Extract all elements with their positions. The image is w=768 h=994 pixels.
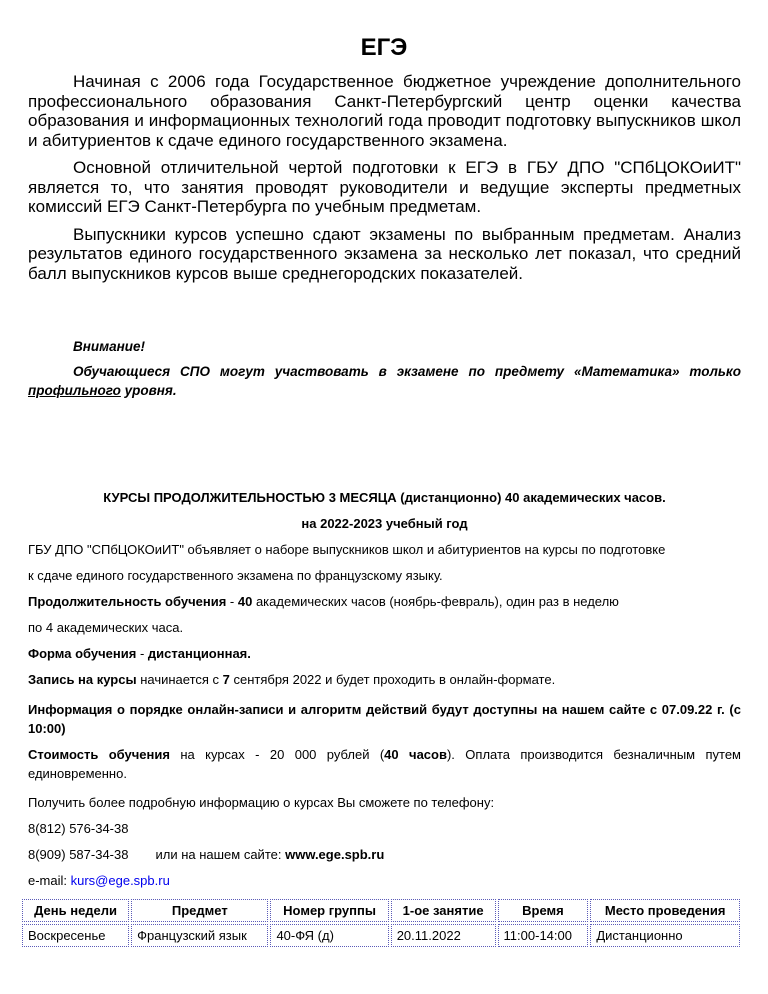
column-header: 1-ое занятие [391, 899, 496, 922]
courses-heading: КУРСЫ ПРОДОЛЖИТЕЛЬНОСТЬЮ 3 МЕСЯЦА (дистанционно) 40 академических часов. [103, 490, 666, 505]
table-header-row [22, 899, 740, 922]
attention-text: Обучающиеся СПО могут участвовать в экзамене по предмету «Математика» только профильного уровня. [28, 364, 741, 398]
email-link[interactable]: kurs@ege.spb.ru [70, 873, 170, 888]
duration-line: Продолжительность обучения - 40 академических часов (ноябрь-февраль), один раз в неделю [28, 594, 619, 609]
schedule-table [20, 897, 742, 949]
column-header: Место проведения [590, 899, 740, 922]
phone-number: 8(812) 576-34-38 [28, 821, 129, 836]
site-link[interactable]: www.ege.spb.ru [285, 847, 385, 862]
attention-note [28, 337, 741, 406]
table-cell: Французский язык [131, 924, 268, 947]
table-cell: 11:00-14:00 [498, 924, 589, 947]
table-cell: 20.11.2022 [391, 924, 496, 947]
intro-paragraph: Основной отличительной чертой подготовки к ЕГЭ в ГБУ ДПО "СПбЦОКОиИТ" является то, что занятия проводят руководители и ведущие эксперты предметных комиссий ЕГЭ Санкт-Петербурга по учебным предметам. [28, 158, 741, 216]
intro-section [28, 72, 741, 291]
phone-number: 8(909) 587-34-38 [28, 847, 129, 862]
academic-year: на 2022-2023 учебный год [301, 516, 468, 531]
page-title: ЕГЭ [360, 34, 408, 61]
duration-line-2: по 4 академических часа. [28, 620, 184, 635]
column-header: Предмет [131, 899, 268, 922]
intro-paragraph: Начиная с 2006 года Государственное бюджетное учреждение дополнительного профессионального образования Санкт-Петербургский центр оценки качества образования и информационных технологий года проводит подготовку выпускников школ и абитуриентов к сдаче единого государственного экзамена. [28, 72, 741, 150]
announcement-line: к сдаче единого государственного экзамена по французскому языку. [28, 568, 443, 583]
column-header: Номер группы [270, 899, 388, 922]
underlined-word: профильного [28, 383, 121, 398]
online-registration-notice: Информация о порядке онлайн-записи и алгоритм действий будут доступны на нашем сайте с 07.09.22 г. (с 10:00) [28, 702, 741, 736]
study-form: Форма обучения - дистанционная. [28, 646, 251, 661]
attention-heading: Внимание! [73, 339, 146, 354]
phone-intro: Получить более подробную информацию о курсах Вы сможете по телефону: [28, 795, 495, 810]
column-header: Время [498, 899, 589, 922]
announcement-line: ГБУ ДПО "СПбЦОКОиИТ" объявляет о наборе выпускников школ и абитуриентов на курсы по подготовке [28, 542, 666, 557]
email-line: e-mail: kurs@ege.spb.ru [28, 873, 170, 888]
table-cell: Воскресенье [22, 924, 129, 947]
table-cell: 40-ФЯ (д) [270, 924, 388, 947]
cost-line: Стоимость обучения на курсах - 20 000 рублей (40 часов). Оплата производится безналичным путем единовременно. [28, 747, 741, 781]
column-header: День недели [22, 899, 129, 922]
intro-paragraph: Выпускники курсов успешно сдают экзамены по выбранным предметам. Анализ результатов единого государственного экзамена за несколько лет показал, что средний балл выпускников курсов выше среднегородских показателей. [28, 224, 741, 283]
courses-section [28, 485, 741, 894]
enrollment-line: Запись на курсы начинается с 7 сентября 2022 и будет проходить в онлайн-формате. [28, 672, 556, 687]
table-row [22, 924, 740, 947]
phone-and-site: 8(909) 587-34-38 или на нашем сайте: www.ege.spb.ru [28, 847, 385, 862]
table-cell: Дистанционно [590, 924, 740, 947]
